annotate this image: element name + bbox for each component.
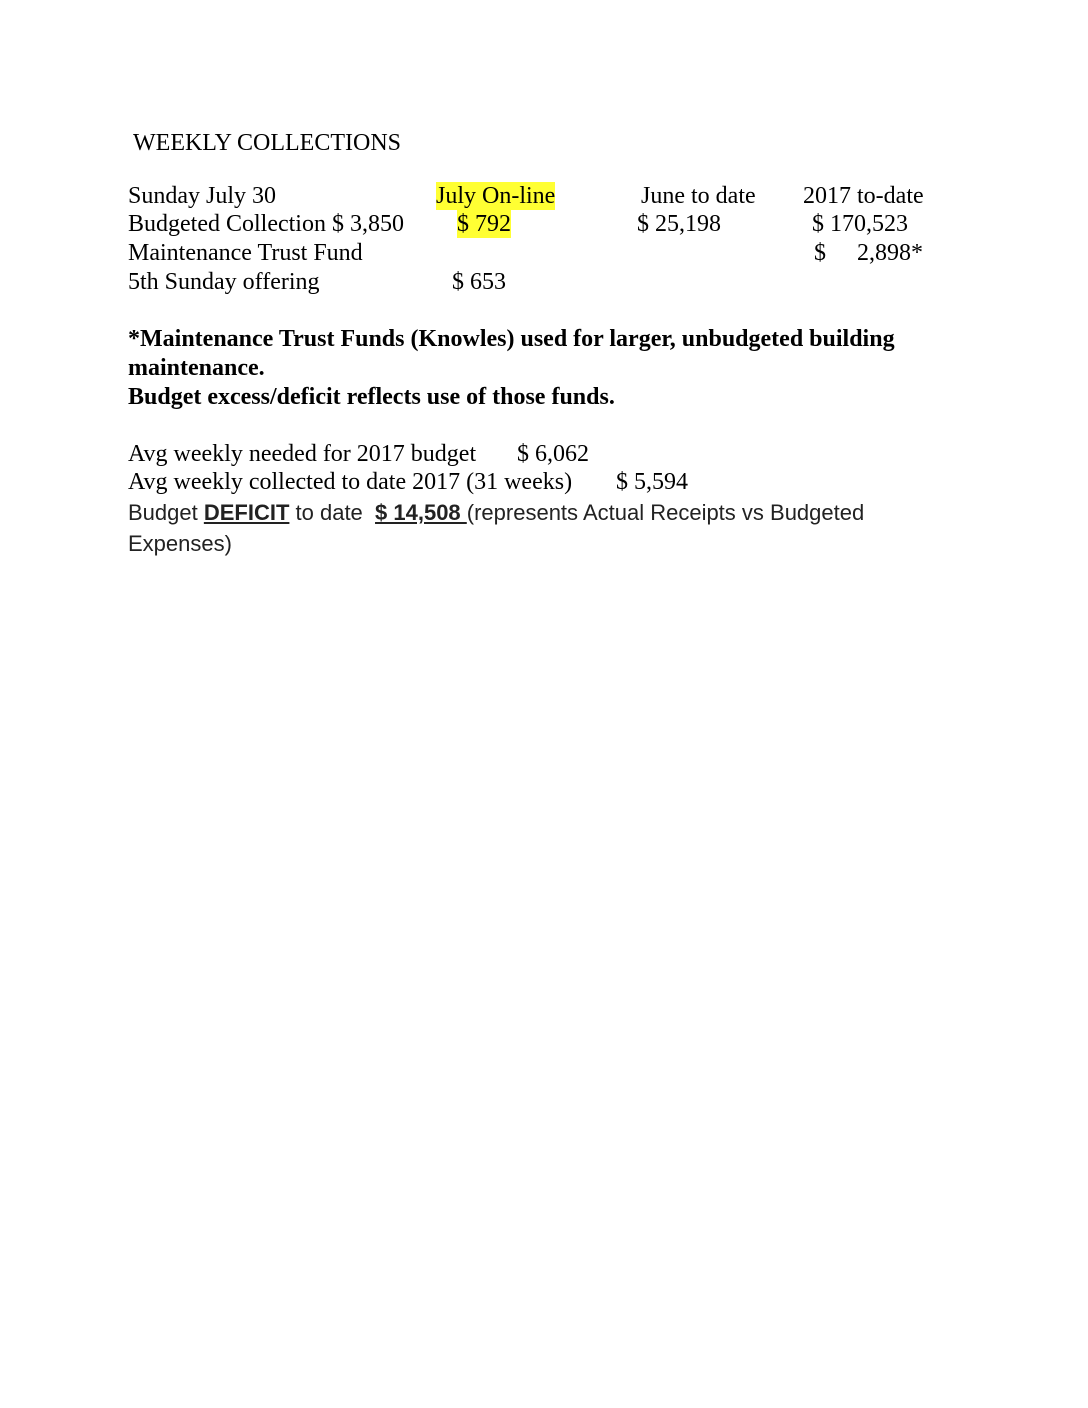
cell-online-amount: $ 792 xyxy=(457,211,511,237)
document-title: WEEKLY COLLECTIONS xyxy=(133,130,401,156)
avg-needed-value: $ 6,062 xyxy=(517,441,589,467)
row-label-sunday: Sunday July 30 xyxy=(128,183,277,209)
deficit-prefix: Budget xyxy=(128,500,204,525)
deficit-mid: to date xyxy=(289,500,376,525)
cell-maintenance-amount: 2,898* xyxy=(857,240,923,266)
cell-month-amount: $ 25,198 xyxy=(637,211,721,237)
cell-fifth-sunday-amount: $ 653 xyxy=(452,269,506,295)
column-header-online: July On-line xyxy=(436,183,556,209)
row-label-budgeted: Budgeted Collection $ 3,850 xyxy=(128,211,404,237)
note-line-2: maintenance. xyxy=(128,355,265,381)
avg-collected-label: Avg weekly collected to date 2017 (31 weeks) xyxy=(128,469,573,495)
note-line-1: *Maintenance Trust Funds (Knowles) used for larger, unbudgeted building xyxy=(128,326,895,352)
row-label-fifth-sunday: 5th Sunday offering xyxy=(128,269,320,295)
deficit-amount: $ 14,508 xyxy=(375,500,467,525)
note-line-3: Budget excess/deficit reflects use of those funds. xyxy=(128,384,615,410)
budget-deficit-line xyxy=(128,497,888,559)
deficit-word: DEFICIT xyxy=(203,500,290,525)
deficit-suffix: (represents Actual Receipts vs Budgeted Expenses) xyxy=(128,500,865,556)
row-label-maintenance: Maintenance Trust Fund xyxy=(128,240,363,266)
cell-maintenance-symbol: $ xyxy=(814,240,826,266)
avg-collected-value: $ 5,594 xyxy=(616,469,688,495)
cell-year-amount: $ 170,523 xyxy=(812,211,908,237)
column-header-month: June to date xyxy=(641,183,756,209)
avg-needed-label: Avg weekly needed for 2017 budget xyxy=(128,441,477,467)
column-header-year: 2017 to-date xyxy=(803,183,924,209)
